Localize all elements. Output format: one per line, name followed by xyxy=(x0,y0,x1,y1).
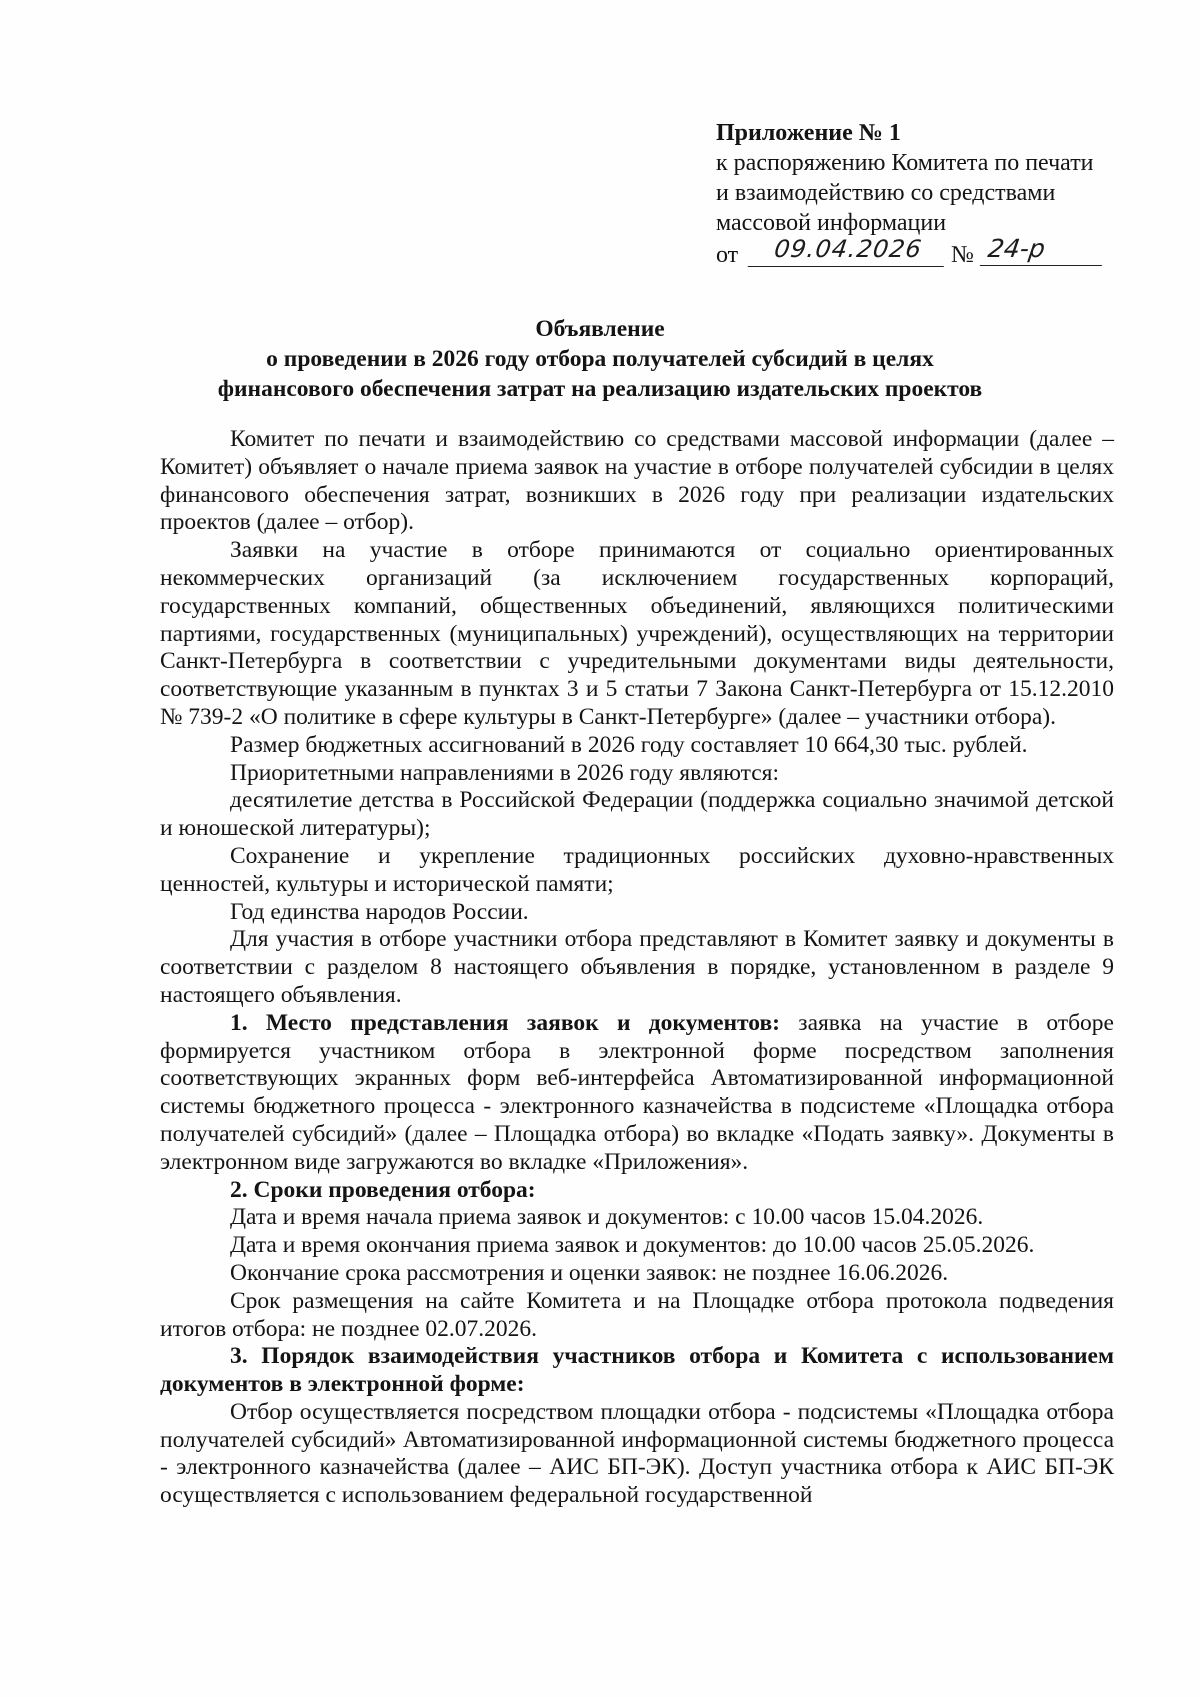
heading-line-1: Объявление xyxy=(535,316,665,342)
document-heading xyxy=(150,314,1050,404)
heading-line-3: финансового обеспечения затрат на реализацию издательских проектов xyxy=(217,376,983,402)
date-prefix: от xyxy=(716,242,739,268)
annex-date-number-row xyxy=(716,234,1136,272)
paragraph-budget: Размер бюджетных ассигнований в 2026 году составляет 10 664,30 тыс. рублей. xyxy=(230,731,1028,758)
paragraph-participation: Для участия в отборе участники отбора представляют в Комитет заявку и документы в соответствии с разделом 8 настоящего объявления в порядке, установленном в разделе 9 настоящего объявления. xyxy=(160,926,1114,1008)
section-2-end: Дата и время окончания приема заявок и документов: до 10.00 часов 25.05.2026. xyxy=(230,1232,1035,1259)
section-1 xyxy=(160,1010,1114,1177)
section-3-text: Отбор осуществляется посредством площадки отбора - подсистемы «Площадка отбора получателей субсидий» Автоматизированной информационной системы бюджетного процесса - электронного казначейства (далее – АИС БП-ЭК). Доступ участника отбора к АИС БП-ЭК осуществляется с использованием федеральной государственной xyxy=(160,1398,1114,1509)
section-1-text: заявка на участие в отборе формируется участником отбора в электронной форме посредством заполнения соответствующих экранных форм веб-интерфейса Автоматизированной информационной системы бюджетного процесса - электронного казначейства в подсистеме «Площадка отбора получателей субсидий» (далее – Площадка отбора) во вкладке «Подать заявку». Документы в электронном виде загружаются во вкладке «Приложения». xyxy=(160,1009,1114,1175)
annex-block xyxy=(716,118,1136,272)
annex-line-1: к распоряжению Комитета по печати xyxy=(716,150,1094,176)
annex-title: Приложение № 1 xyxy=(716,120,901,146)
annex-line-3: массовой информации xyxy=(716,210,947,236)
handwritten-date: 09.04.2026 xyxy=(748,234,949,267)
annex-line-2: и взаимодействию со средствами xyxy=(716,180,1056,206)
section-2-review: Окончание срока рассмотрения и оценки заявок: не позднее 16.06.2026. xyxy=(230,1259,949,1286)
section-3-title: 3. Порядок взаимодействия участников отбора и Комитета с использованием документов в электронной форме: xyxy=(160,1343,1114,1398)
paragraph-priorities: Приоритетными направлениями в 2026 году являются: xyxy=(230,759,779,786)
paragraph-priority-3: Год единства народов России. xyxy=(230,898,529,925)
heading-line-2: о проведении в 2026 году отбора получателей субсидий в целях xyxy=(266,346,934,372)
document-body xyxy=(160,426,1114,1510)
section-2-protocol: Срок размещения на сайте Комитета и на Площадке отбора протокола подведения итогов отбора: не позднее 02.07.2026. xyxy=(160,1287,1114,1342)
section-2-title: 2. Сроки проведения отбора: xyxy=(230,1176,536,1203)
paragraph-intro: Комитет по печати и взаимодействию со средствами массовой информации (далее – Комитет) объявляет о начале приема заявок на участие в отборе получателей субсидии в целях финансового обеспечения затрат, возникших в 2026 году при реализации издательских проектов (далее – отбор). xyxy=(160,426,1114,536)
handwritten-number: 24-р xyxy=(980,234,1106,266)
section-2-start: Дата и время начала приема заявок и документов: с 10.00 часов 15.04.2026. xyxy=(230,1204,984,1231)
paragraph-applicants: Заявки на участие в отборе принимаются от социально ориентированных некоммерческих организаций (за исключением государственных корпораций, государственных компаний, общественных объединений, являющихся политическими партиями, государственных (муниципальных) учреждений), осуществляющих на территории Санкт-Петербурга в соответствии с учредительными документами виды деятельности, соответствующие указанным в пунктах 3 и 5 статьи 7 Закона Санкт-Петербурга от 15.12.2010 № 739-2 «О политике в сфере культуры в Санкт-Петербурге» (далее – участники отбора). xyxy=(160,537,1114,730)
section-1-title: 1. Место представления заявок и документов: xyxy=(230,1009,780,1036)
paragraph-priority-1: десятилетие детства в Российской Федерации (поддержка социально значимой детской и юношеской литературы); xyxy=(160,787,1114,842)
number-prefix: № xyxy=(951,242,974,268)
paragraph-priority-2: Сохранение и укрепление традиционных российских духовно-нравственных ценностей, культуры и исторической памяти; xyxy=(160,842,1114,897)
